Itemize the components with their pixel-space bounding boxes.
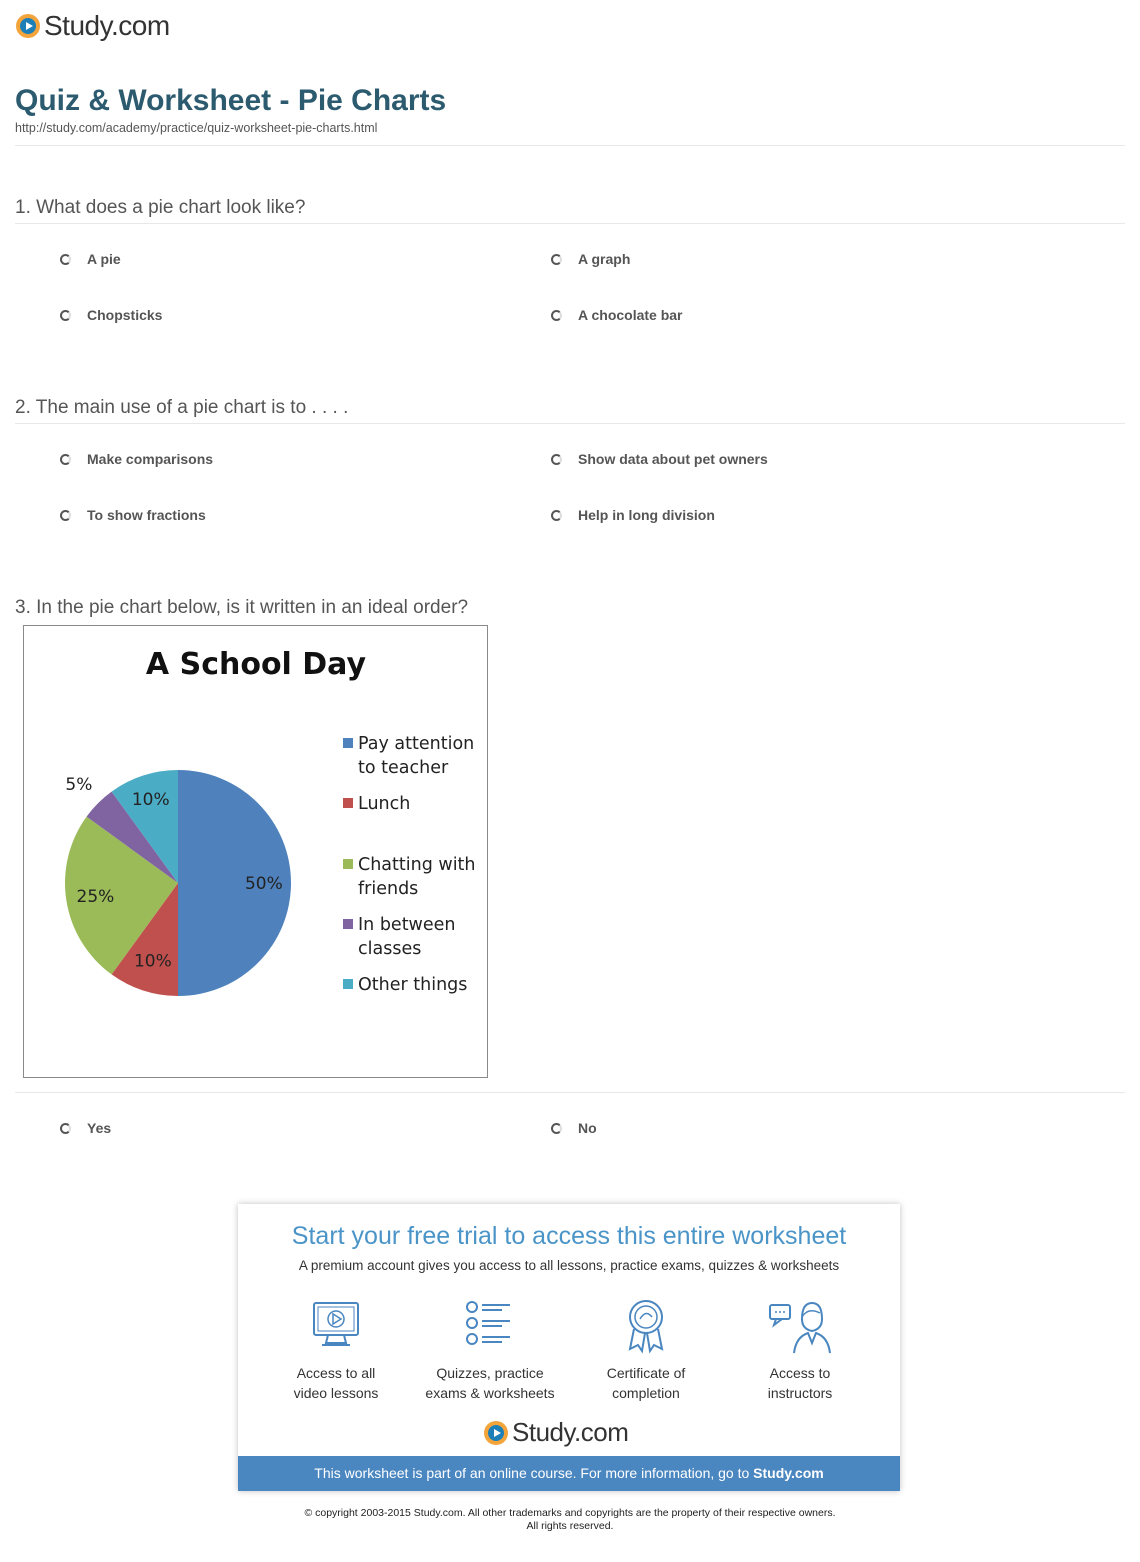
pie-chart-svg (24, 626, 486, 1076)
page-url: http://study.com/academy/practice/quiz-worksheet-pie-charts.html (15, 121, 378, 135)
legend-swatch (343, 798, 353, 808)
q1-option-c[interactable] (60, 307, 162, 323)
feature-quizzes (415, 1299, 565, 1403)
option-label: A pie (87, 251, 121, 267)
legend-item (343, 734, 474, 778)
legend-item (343, 975, 467, 995)
play-logo-icon (16, 14, 40, 38)
video-lessons-icon (306, 1299, 366, 1355)
option-label: Help in long division (578, 507, 715, 523)
feature-video-lessons (261, 1299, 411, 1403)
radio-button[interactable] (551, 1123, 562, 1134)
q2-option-b[interactable] (551, 451, 768, 467)
promo-subheading: A premium account gives you access to all lessons, practice exams, quizzes & worksheets (298, 1258, 840, 1273)
chart-title: A School Day (145, 647, 367, 682)
course-info-text: This worksheet is part of an online course. For more information, go to (314, 1465, 754, 1481)
legend-label: to teacher (358, 758, 449, 778)
legend-swatch (343, 859, 353, 869)
promo-logo[interactable] (484, 1417, 628, 1448)
q2-option-a[interactable] (60, 451, 213, 467)
feature-label: Certificate of completion (606, 1365, 686, 1401)
legend-swatch (343, 979, 353, 989)
feature-label: Access to all video lessons (293, 1365, 379, 1401)
q3-option-yes[interactable] (60, 1120, 111, 1136)
certificate-icon (616, 1299, 676, 1355)
option-label: Yes (87, 1120, 112, 1136)
radio-button[interactable] (551, 454, 562, 465)
feature-certificate (571, 1299, 721, 1403)
question-3: 3. In the pie chart below, is it written in an ideal order? (15, 597, 469, 618)
legend-label: Pay attention (358, 734, 475, 754)
legend-item (343, 915, 456, 959)
instructors-icon (768, 1299, 832, 1355)
option-label: A graph (578, 251, 631, 267)
slice-label: 5% (65, 774, 93, 795)
legend-label: classes (358, 939, 422, 959)
pie-chart (23, 625, 488, 1078)
radio-button[interactable] (60, 1123, 71, 1134)
copyright (0, 1507, 1140, 1533)
promo-heading[interactable]: Start your free trial to access this entire worksheet (291, 1222, 847, 1250)
slice-label: 10% (133, 951, 172, 972)
q3-option-no[interactable] (551, 1120, 597, 1136)
radio-button[interactable] (60, 454, 71, 465)
legend-label: Other things (358, 975, 468, 995)
radio-button[interactable] (60, 510, 71, 521)
feature-label: Quizzes, practice exams & worksheets (425, 1365, 555, 1401)
divider (15, 1092, 1125, 1093)
radio-button[interactable] (60, 310, 71, 321)
free-trial-promo[interactable] (238, 1204, 900, 1491)
radio-button[interactable] (551, 254, 562, 265)
radio-button[interactable] (60, 254, 71, 265)
q2-option-c[interactable] (60, 507, 206, 523)
option-label: No (578, 1120, 597, 1136)
option-label: To show fractions (87, 507, 206, 523)
legend-label: friends (358, 879, 419, 899)
copyright-line: All rights reserved. (526, 1520, 614, 1532)
legend-label: Chatting with (358, 855, 476, 875)
studycom-link[interactable]: Study.com (753, 1465, 824, 1481)
quizzes-icon (460, 1299, 520, 1355)
option-label: Make comparisons (87, 451, 214, 467)
feature-label: Access to instructors (767, 1365, 833, 1401)
q1-option-a[interactable] (60, 251, 121, 267)
q2-option-d[interactable] (551, 507, 715, 523)
radio-button[interactable] (551, 310, 562, 321)
legend-swatch (343, 919, 353, 929)
legend-item (343, 794, 410, 814)
legend-label: Lunch (358, 794, 411, 814)
slice-label: 50% (244, 874, 283, 894)
studycom-logo[interactable] (16, 10, 170, 42)
option-label: A chocolate bar (578, 307, 683, 323)
slice-label: 25% (76, 887, 115, 908)
legend-swatch (343, 738, 353, 748)
divider (15, 223, 1125, 224)
q1-option-d[interactable] (551, 307, 683, 323)
copyright-line: © copyright 2003-2015 Study.com. All other trademarks and copyrights are the property of their respective owners. (304, 1507, 836, 1519)
logo-text: Study.com (44, 10, 170, 41)
question-1: 1. What does a pie chart look like? (15, 197, 306, 218)
q1-option-b[interactable] (551, 251, 630, 267)
legend-item (343, 855, 476, 899)
course-info-bar (238, 1456, 900, 1491)
page-title: Quiz & Worksheet - Pie Charts (15, 84, 447, 117)
slice-label: 10% (131, 790, 170, 811)
legend-label: In between (358, 915, 456, 935)
logo-text: Study.com (512, 1417, 629, 1447)
divider (15, 145, 1125, 146)
radio-button[interactable] (551, 510, 562, 521)
option-label: Chopsticks (87, 307, 163, 323)
question-2: 2. The main use of a pie chart is to . . . . (15, 397, 349, 418)
play-logo-icon (484, 1421, 508, 1445)
divider (15, 423, 1125, 424)
option-label: Show data about pet owners (578, 451, 768, 467)
feature-instructors (725, 1299, 875, 1403)
